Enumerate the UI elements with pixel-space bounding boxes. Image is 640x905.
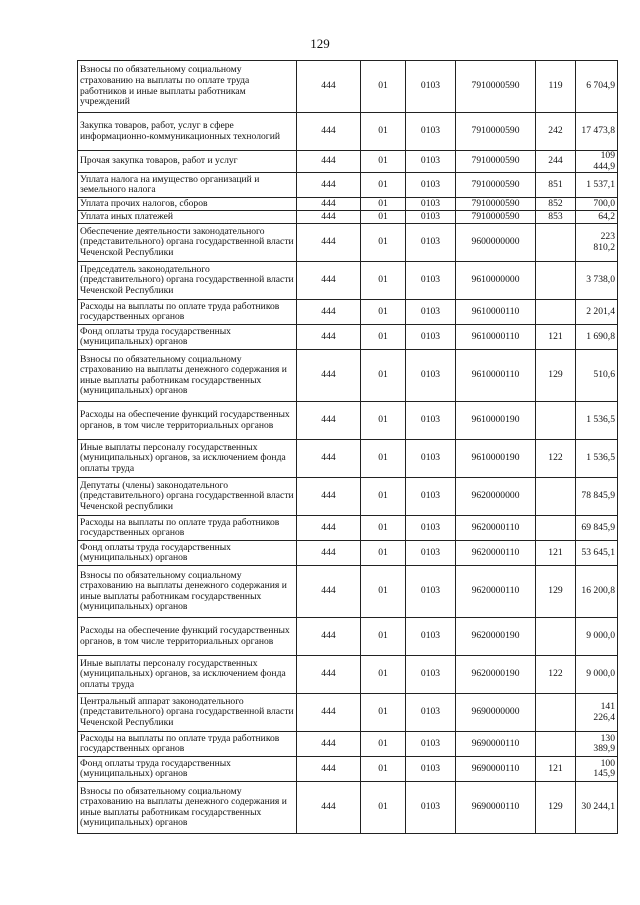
row-section-code: 01 [361,782,406,834]
row-expense-type [536,732,576,757]
row-ministry-code: 444 [297,618,361,656]
row-name: Фонд оплаты труда государственных (муниципальных) органов [78,325,297,350]
row-subsection-code: 0103 [406,656,456,694]
table-row [78,151,618,173]
table-row [78,694,618,732]
row-ministry-code: 444 [297,782,361,834]
row-subsection-code: 0103 [406,440,456,478]
row-ministry-code: 444 [297,350,361,402]
row-ministry-code: 444 [297,757,361,782]
row-name: Фонд оплаты труда государственных (муниципальных) органов [78,757,297,782]
row-target-article: 9690000000 [456,694,536,732]
row-amount: 16 200,8 [576,566,618,618]
row-target-article: 7910000590 [456,113,536,151]
row-amount: 9 000,0 [576,618,618,656]
row-expense-type: 122 [536,440,576,478]
row-subsection-code: 0103 [406,618,456,656]
row-expense-type [536,224,576,262]
table-row [78,173,618,198]
row-expense-type: 852 [536,198,576,211]
table-row [78,656,618,694]
row-expense-type: 122 [536,656,576,694]
table-row [78,224,618,262]
row-target-article: 7910000590 [456,61,536,113]
row-section-code: 01 [361,224,406,262]
row-subsection-code: 0103 [406,782,456,834]
row-expense-type: 242 [536,113,576,151]
row-target-article: 9610000110 [456,325,536,350]
row-target-article: 9600000000 [456,224,536,262]
row-ministry-code: 444 [297,173,361,198]
row-name: Расходы на выплаты по оплате труда работников государственных органов [78,516,297,541]
table-row [78,732,618,757]
row-subsection-code: 0103 [406,694,456,732]
row-ministry-code: 444 [297,478,361,516]
row-subsection-code: 0103 [406,516,456,541]
row-expense-type [536,516,576,541]
row-expense-type: 129 [536,782,576,834]
row-section-code: 01 [361,350,406,402]
row-section-code: 01 [361,151,406,173]
row-expense-type: 244 [536,151,576,173]
row-subsection-code: 0103 [406,541,456,566]
row-section-code: 01 [361,440,406,478]
table-row [78,325,618,350]
row-expense-type [536,694,576,732]
row-name: Уплата иных платежей [78,211,297,224]
row-target-article: 9610000110 [456,350,536,402]
row-section-code: 01 [361,300,406,325]
row-section-code: 01 [361,478,406,516]
row-expense-type [536,402,576,440]
row-target-article: 9610000190 [456,440,536,478]
row-subsection-code: 0103 [406,566,456,618]
table-row [78,541,618,566]
row-expense-type: 121 [536,757,576,782]
row-section-code: 01 [361,61,406,113]
row-expense-type [536,300,576,325]
row-amount: 141 226,4 [576,694,618,732]
page-number: 129 [310,36,330,51]
row-amount: 3 738,0 [576,262,618,300]
row-name: Центральный аппарат законодательного (представительного) органа государственной власти Чеченской Республики [78,694,297,732]
row-amount: 17 473,8 [576,113,618,151]
row-expense-type [536,478,576,516]
row-name: Расходы на выплаты по оплате труда работников государственных органов [78,300,297,325]
row-subsection-code: 0103 [406,478,456,516]
row-name: Взносы по обязательному социальному страхованию на выплаты денежного содержания и иные выплаты работникам государственных (муниципальных) органов [78,566,297,618]
row-ministry-code: 444 [297,656,361,694]
row-ministry-code: 444 [297,262,361,300]
row-expense-type: 851 [536,173,576,198]
row-section-code: 01 [361,113,406,151]
row-amount: 64,2 [576,211,618,224]
row-target-article: 9620000190 [456,618,536,656]
row-ministry-code: 444 [297,694,361,732]
row-name: Депутаты (члены) законодательного (представительного) органа государственной власти Чеченской республики [78,478,297,516]
row-subsection-code: 0103 [406,173,456,198]
row-section-code: 01 [361,757,406,782]
row-subsection-code: 0103 [406,224,456,262]
row-expense-type [536,262,576,300]
row-ministry-code: 444 [297,300,361,325]
row-ministry-code: 444 [297,732,361,757]
table-row [78,566,618,618]
row-amount: 1 537,1 [576,173,618,198]
row-ministry-code: 444 [297,224,361,262]
row-subsection-code: 0103 [406,151,456,173]
row-ministry-code: 444 [297,211,361,224]
row-ministry-code: 444 [297,325,361,350]
row-amount: 1 536,5 [576,440,618,478]
row-amount: 130 389,9 [576,732,618,757]
row-name: Расходы на выплаты по оплате труда работников государственных органов [78,732,297,757]
row-amount: 510,6 [576,350,618,402]
row-subsection-code: 0103 [406,402,456,440]
row-target-article: 9610000110 [456,300,536,325]
row-name: Взносы по обязательному социальному страхованию на выплаты по оплате труда работников и иные выплаты работникам учреждений [78,61,297,113]
row-name: Взносы по обязательному социальному страхованию на выплаты денежного содержания и иные выплаты работникам государственных (муниципальных) органов [78,782,297,834]
row-target-article: 7910000590 [456,173,536,198]
row-expense-type: 121 [536,325,576,350]
row-section-code: 01 [361,262,406,300]
row-amount: 2 201,4 [576,300,618,325]
row-ministry-code: 444 [297,541,361,566]
row-section-code: 01 [361,566,406,618]
row-subsection-code: 0103 [406,325,456,350]
row-subsection-code: 0103 [406,198,456,211]
row-expense-type: 119 [536,61,576,113]
row-subsection-code: 0103 [406,300,456,325]
table-row [78,516,618,541]
row-target-article: 7910000590 [456,211,536,224]
row-name: Закупка товаров, работ, услуг в сфере информационно-коммуникационных технологий [78,113,297,151]
row-subsection-code: 0103 [406,113,456,151]
row-ministry-code: 444 [297,516,361,541]
row-name: Обеспечение деятельности законодательного (представительного) органа государственной власти Чеченской Республики [78,224,297,262]
row-amount: 1 536,5 [576,402,618,440]
row-ministry-code: 444 [297,113,361,151]
row-section-code: 01 [361,211,406,224]
table-row [78,300,618,325]
row-amount: 1 690,8 [576,325,618,350]
row-ministry-code: 444 [297,402,361,440]
row-name: Фонд оплаты труда государственных (муниципальных) органов [78,541,297,566]
table-body [78,61,618,834]
row-section-code: 01 [361,656,406,694]
row-target-article: 9620000110 [456,566,536,618]
row-target-article: 9690000110 [456,782,536,834]
row-name: Уплата налога на имущество организаций и земельного налога [78,173,297,198]
row-subsection-code: 0103 [406,757,456,782]
table-row [78,211,618,224]
row-target-article: 9610000190 [456,402,536,440]
row-name: Расходы на обеспечение функций государственных органов, в том числе территориальных органов [78,402,297,440]
row-subsection-code: 0103 [406,350,456,402]
row-ministry-code: 444 [297,151,361,173]
row-name: Уплата прочих налогов, сборов [78,198,297,211]
table-row [78,478,618,516]
row-target-article: 7910000590 [456,198,536,211]
row-name: Иные выплаты персоналу государственных (муниципальных) органов, за исключением фонда оплаты труда [78,440,297,478]
row-amount: 700,0 [576,198,618,211]
row-target-article: 9690000110 [456,732,536,757]
row-section-code: 01 [361,541,406,566]
table-row [78,113,618,151]
row-target-article: 9620000000 [456,478,536,516]
row-section-code: 01 [361,402,406,440]
row-target-article: 9620000110 [456,516,536,541]
row-amount: 6 704,9 [576,61,618,113]
table-row [78,402,618,440]
row-name: Прочая закупка товаров, работ и услуг [78,151,297,173]
row-section-code: 01 [361,516,406,541]
row-subsection-code: 0103 [406,732,456,757]
table-row [78,757,618,782]
row-amount: 78 845,9 [576,478,618,516]
row-amount: 69 845,9 [576,516,618,541]
row-section-code: 01 [361,173,406,198]
row-amount: 100 145,9 [576,757,618,782]
row-subsection-code: 0103 [406,211,456,224]
row-amount: 53 645,1 [576,541,618,566]
row-expense-type: 853 [536,211,576,224]
row-section-code: 01 [361,325,406,350]
row-section-code: 01 [361,198,406,211]
table-row [78,262,618,300]
row-amount: 30 244,1 [576,782,618,834]
row-ministry-code: 444 [297,198,361,211]
row-expense-type: 121 [536,541,576,566]
row-ministry-code: 444 [297,566,361,618]
row-ministry-code: 444 [297,440,361,478]
row-subsection-code: 0103 [406,262,456,300]
row-ministry-code: 444 [297,61,361,113]
row-amount: 223 810,2 [576,224,618,262]
row-section-code: 01 [361,732,406,757]
row-target-article: 7910000590 [456,151,536,173]
table-row [78,440,618,478]
row-target-article: 9690000110 [456,757,536,782]
row-expense-type [536,618,576,656]
table-row [78,350,618,402]
row-target-article: 9610000000 [456,262,536,300]
budget-table [77,60,618,834]
row-section-code: 01 [361,694,406,732]
table-row [78,61,618,113]
row-target-article: 9620000190 [456,656,536,694]
table-row [78,782,618,834]
row-name: Иные выплаты персоналу государственных (муниципальных) органов, за исключением фонда оплаты труда [78,656,297,694]
table-row [78,198,618,211]
row-amount: 109 444,9 [576,151,618,173]
row-expense-type: 129 [536,566,576,618]
table-row [78,618,618,656]
row-name: Взносы по обязательному социальному страхованию на выплаты денежного содержания и иные выплаты работникам государственных (муниципальных) органов [78,350,297,402]
row-amount: 9 000,0 [576,656,618,694]
row-name: Председатель законодательного (представительного) органа государственной власти Чеченской Республики [78,262,297,300]
row-subsection-code: 0103 [406,61,456,113]
row-name: Расходы на обеспечение функций государственных органов, в том числе территориальных органов [78,618,297,656]
row-target-article: 9620000110 [456,541,536,566]
row-section-code: 01 [361,618,406,656]
row-expense-type: 129 [536,350,576,402]
